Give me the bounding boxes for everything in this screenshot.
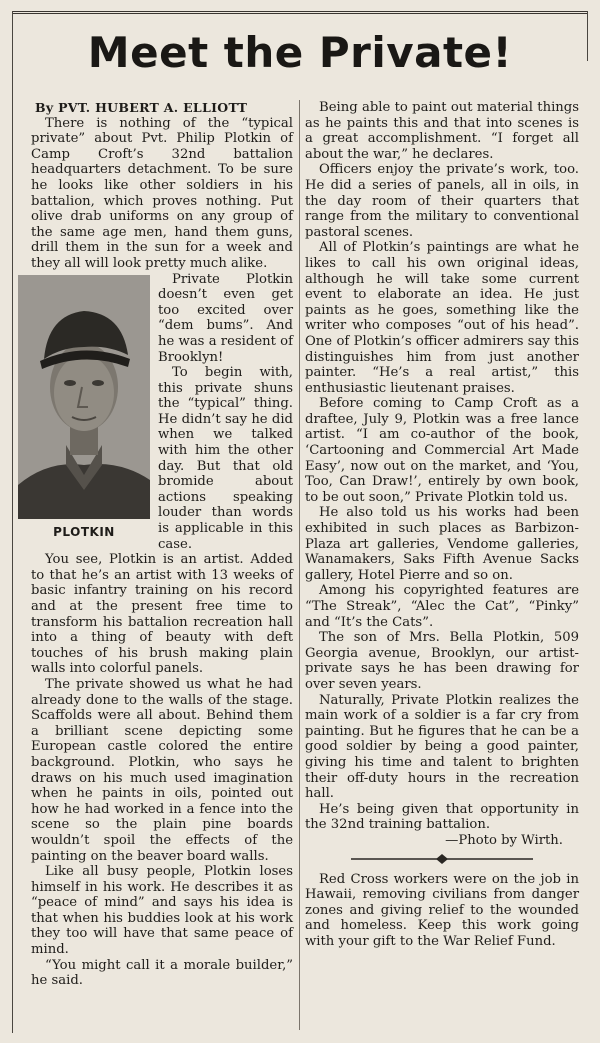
left-column <box>31 100 293 989</box>
paragraph: Private Plotkin doesn’t even get too excited over “dem bums”. And he was a resident of Brooklyn! <box>158 271 293 365</box>
photo-caption: PLOTKIN <box>53 524 115 539</box>
headline: Meet the Private! <box>87 28 513 77</box>
right-column <box>305 100 579 949</box>
portrait-photo <box>18 275 150 519</box>
diamond-rule-icon <box>305 854 579 864</box>
filler-paragraph: Red Cross workers were on the job in Hawaii, removing civilians from danger zones and giving relief to the wounded and homeless. Keep this work going with your gift to the War Relief Fund. <box>305 871 579 949</box>
paragraph: All of Plotkin’s paintings are what he likes to call his own original ideas, although he will take some current event to elaborate an idea. He just paints as he goes, something like the writer who composes “out of his head”. One of Plotkin’s officer admirers say this distinguishes him from just another painter. “He’s a real artist,” this enthusiastic lieutenant praises. <box>305 240 579 396</box>
paragraph: Like all busy people, Plotkin loses himself in his work. He describes it as “peace of mind” and says his idea is that when his buddies look at his work they too will have that same peace of mind. <box>31 864 293 958</box>
column-divider <box>299 100 300 1030</box>
paragraph: The son of Mrs. Bella Plotkin, 509 Georgia avenue, Brooklyn, our artist-private says he has been drawing for over seven years. <box>305 630 579 692</box>
paragraph: “You might call it a morale builder,” he said. <box>31 957 293 989</box>
left-border-rule <box>12 11 13 1033</box>
paragraph: Among his copyrighted features are “The Streak”, “Alec the Cat”, “Pinky” and “It’s the Cats”. <box>305 583 579 630</box>
top-border-rule <box>12 11 588 14</box>
paragraph: To begin with, this private shuns the “typical” thing. He didn’t say he did when we talked with him the other day. But that old bromide about actions speaking louder than words is applicable in this case. <box>158 365 293 552</box>
paragraph: Officers enjoy the private’s work, too. He did a series of panels, all in oils, in the day room of their quarters that range from the military to conventional pastoral scenes. <box>305 162 579 240</box>
paragraph: You see, Plotkin is an artist. Added to that he’s an artist with 13 weeks of basic infantry training on his record and at the present free time to transform his battalion recreation hall into a thing of beauty with deft touches of his brush making plain walls into colorful panels. <box>31 552 293 677</box>
photo-credit: —Photo by Wirth. <box>445 832 563 848</box>
section-ornament <box>305 854 579 864</box>
paragraph: He’s being given that opportunity in the 32nd training battalion. <box>305 801 579 833</box>
byline: By PVT. HUBERT A. ELLIOTT <box>35 100 248 115</box>
paragraph: There is nothing of the “typical private” about Pvt. Philip Plotkin of Camp Croft’s 32nd battalion headquarters detachment. To be sure he looks like other soldiers in his battalion, which proves nothing. Put olive drab uniforms on any group of the same age men, hand them guns, drill them in the sun for a week and they all will look pretty much alike. <box>31 115 293 271</box>
paragraph: Being able to paint out material things as he paints this and that into scenes is a great accomplishment. “I forget all about the war,” he declares. <box>305 100 579 162</box>
paragraph: The private showed us what he had already done to the walls of the stage. Scaffolds were all about. Behind them a brilliant scene depicting some European castle colored the entire background. Plotkin, who says he draws on his much used imagination when he paints in oils, pointed out how he had worked in a fence into the scene so the plain pine boards wouldn’t spoil the effects of the painting on the beaver board walls. <box>31 676 293 864</box>
paragraph: Before coming to Camp Croft as a draftee, July 9, Plotkin was a free lance artist. “I am co-author of the book, ‘Cartooning and Commercial Art Made Easy’, now out on the market, and ‘You, Too, Can Draw!’, entirely by own book, to be out soon,” Private Plotkin told us. <box>305 396 579 505</box>
right-border-rule <box>587 11 588 61</box>
paragraph: He also told us his works had been exhibited in such places as Barbizon-Plaza art galleries, Vendome galleries, Wanamakers, Saks Fifth Avenue Sacks gallery, Hotel Pierre and so on. <box>305 505 579 583</box>
photo-figure <box>18 275 150 541</box>
paragraph: Naturally, Private Plotkin realizes the main work of a soldier is a far cry from painting. But he figures that he can be a good soldier by being a good painter, giving his time and talent to brighten their off-duty hours in the recreation hall. <box>305 692 579 802</box>
